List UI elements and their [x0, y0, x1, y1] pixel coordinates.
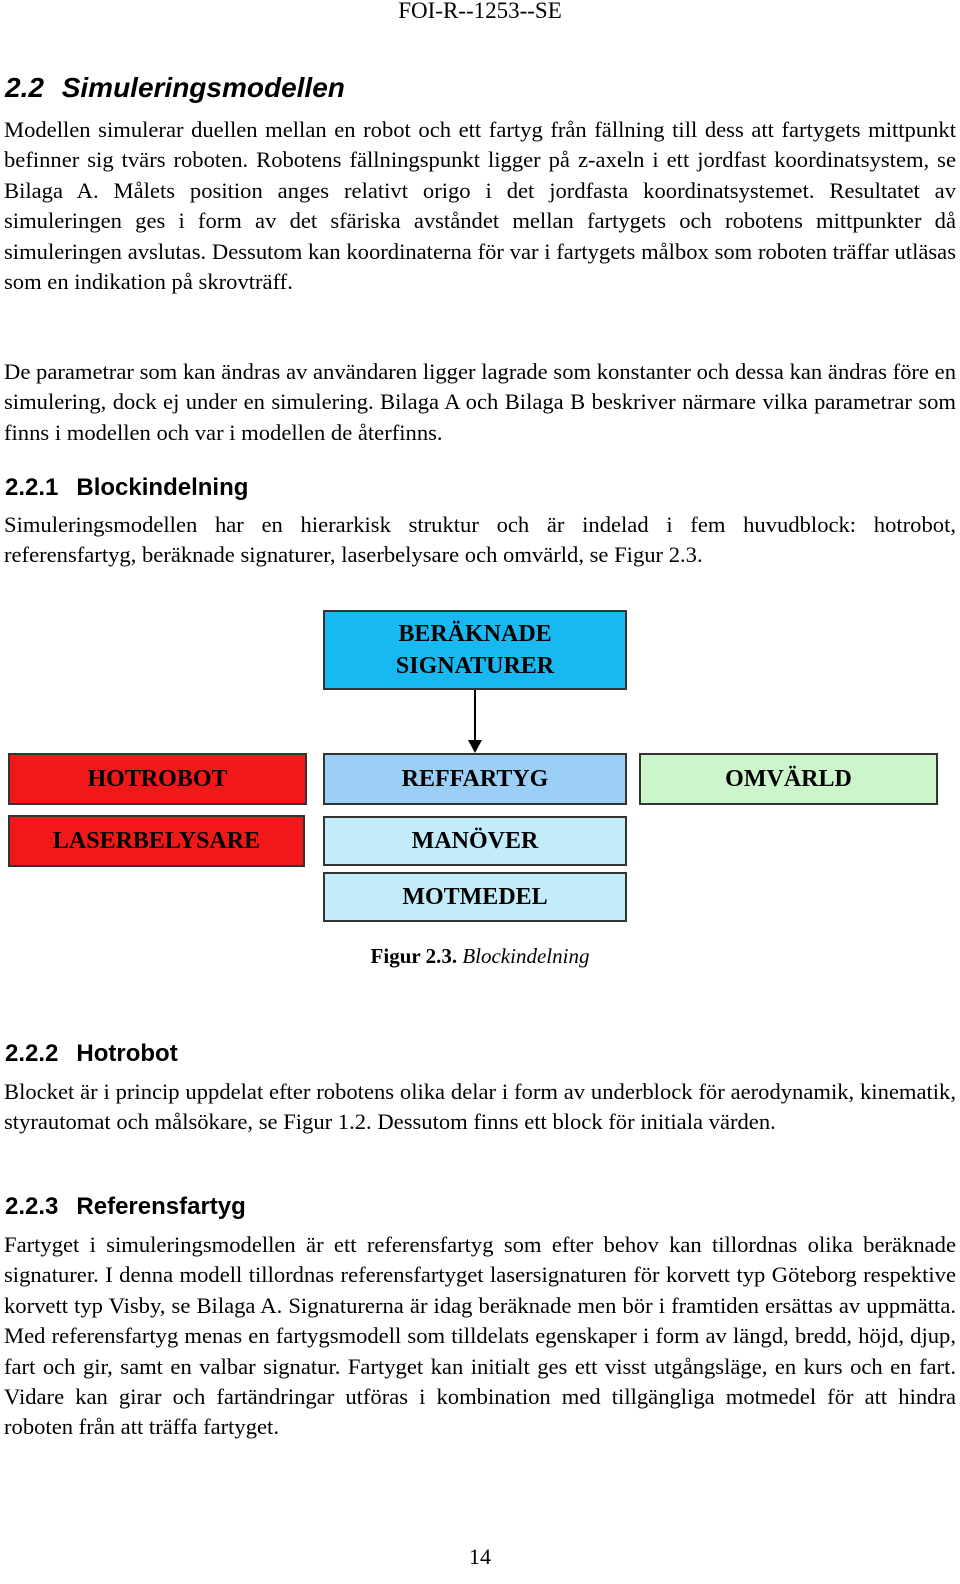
- subsection-number: 2.2.3: [5, 1193, 59, 1220]
- block-laserbelysare: LASERBELYSARE: [8, 815, 305, 867]
- section-heading: [5, 72, 345, 104]
- block-manover: MANÖVER: [323, 816, 627, 866]
- block-hotrobot: HOTROBOT: [8, 753, 307, 805]
- section-title: Simuleringsmodellen: [61, 72, 345, 103]
- hotrobot-paragraph: Blocket är i princip uppdelat efter robotens olika delar i form av underblock för aerodynamik, kinematik, styrautomat och målsökare, se Figur 1.2. Dessutom finns ett block för initiala värden.: [4, 1079, 956, 1135]
- subsection-heading-referensfartyg: [5, 1193, 246, 1221]
- subsection-title: Referensfartyg: [76, 1193, 246, 1220]
- subsection-heading-blockindelning: [5, 474, 248, 502]
- block-reffartyg: REFFARTYG: [323, 753, 627, 805]
- document-id-header: FOI-R--1253--SE: [398, 0, 562, 23]
- block-motmedel: MOTMEDEL: [323, 872, 627, 922]
- block-omvarld: OMVÄRLD: [639, 753, 938, 805]
- arrow-head: [468, 740, 482, 753]
- page-number: 14: [469, 1544, 491, 1569]
- blockindelning-paragraph: Simuleringsmodellen har en hierarkisk struktur och är indelad i fem huvudblock: hotrobot, referensfartyg, beräknade signaturer, laserbelysare och omvärld, se Figur 2.3.: [4, 512, 956, 568]
- section-paragraph-2: De parametrar som kan ändras av användaren ligger lagrade som konstanter och dessa kan ändras före en simulering, dock ej under en simulering. Bilaga A och Bilaga B beskriver närmare vilka parametrar som finns i modellen och var i modellen de återfinns.: [4, 359, 956, 445]
- block-diagram: [0, 600, 960, 940]
- subsection-heading-hotrobot: [5, 1040, 178, 1068]
- referensfartyg-paragraph: Fartyget i simuleringsmodellen är ett referensfartyg som efter behov kan tillordnas olika beräknade signaturer. I denna modell tillordnas referensfartyget lasersignaturen för korvett typ Göteborg respektive korvett typ Visby, se Bilaga A. Signaturerna är idag beräknade men bör i framtiden ersättas av uppmätta. Med referensfartyg menas en fartygsmodell som tilldelats egenskaper i form av längd, bredd, höjd, djup, fart och gir, samt en valbar signatur. Fartyget kan initialt ges ett visst utgångsläge, en kurs och en fart. Vidare kan girar och fartändringar utföras i kombination med tillgängliga motmedel för att hindra roboten från att träffa fartyget.: [4, 1232, 956, 1440]
- subsection-title: Blockindelning: [76, 474, 249, 501]
- figure-label: Figur 2.3.: [370, 944, 458, 968]
- subsection-number: 2.2.2: [5, 1040, 59, 1067]
- subsection-number: 2.2.1: [5, 474, 59, 501]
- subsection-title: Hotrobot: [76, 1040, 178, 1067]
- figure-title: Blockindelning: [462, 944, 590, 968]
- block-beraknade-signaturer: BERÄKNADE SIGNATURER: [323, 610, 627, 690]
- section-number: 2.2: [5, 72, 44, 103]
- figure-caption: [0, 944, 960, 969]
- section-paragraph-1: Modellen simulerar duellen mellan en robot och ett fartyg från fällning till dess att fartygets mittpunkt befinner sig tvärs roboten. Robotens fällningspunkt ligger på z-axeln i ett jordfast koordinatsystem, se Bilaga A. Målets position anges relativt origo i det jordfasta koordinatsystemet. Resultatet av simuleringen ges i form av det sfäriska avståndet mellan fartygets och robotens mittpunkter då simuleringen avslutas. Dessutom kan koordinaterna för var i fartygets målbox som roboten träffar utläsas som en indikation på skrovträff.: [4, 117, 956, 295]
